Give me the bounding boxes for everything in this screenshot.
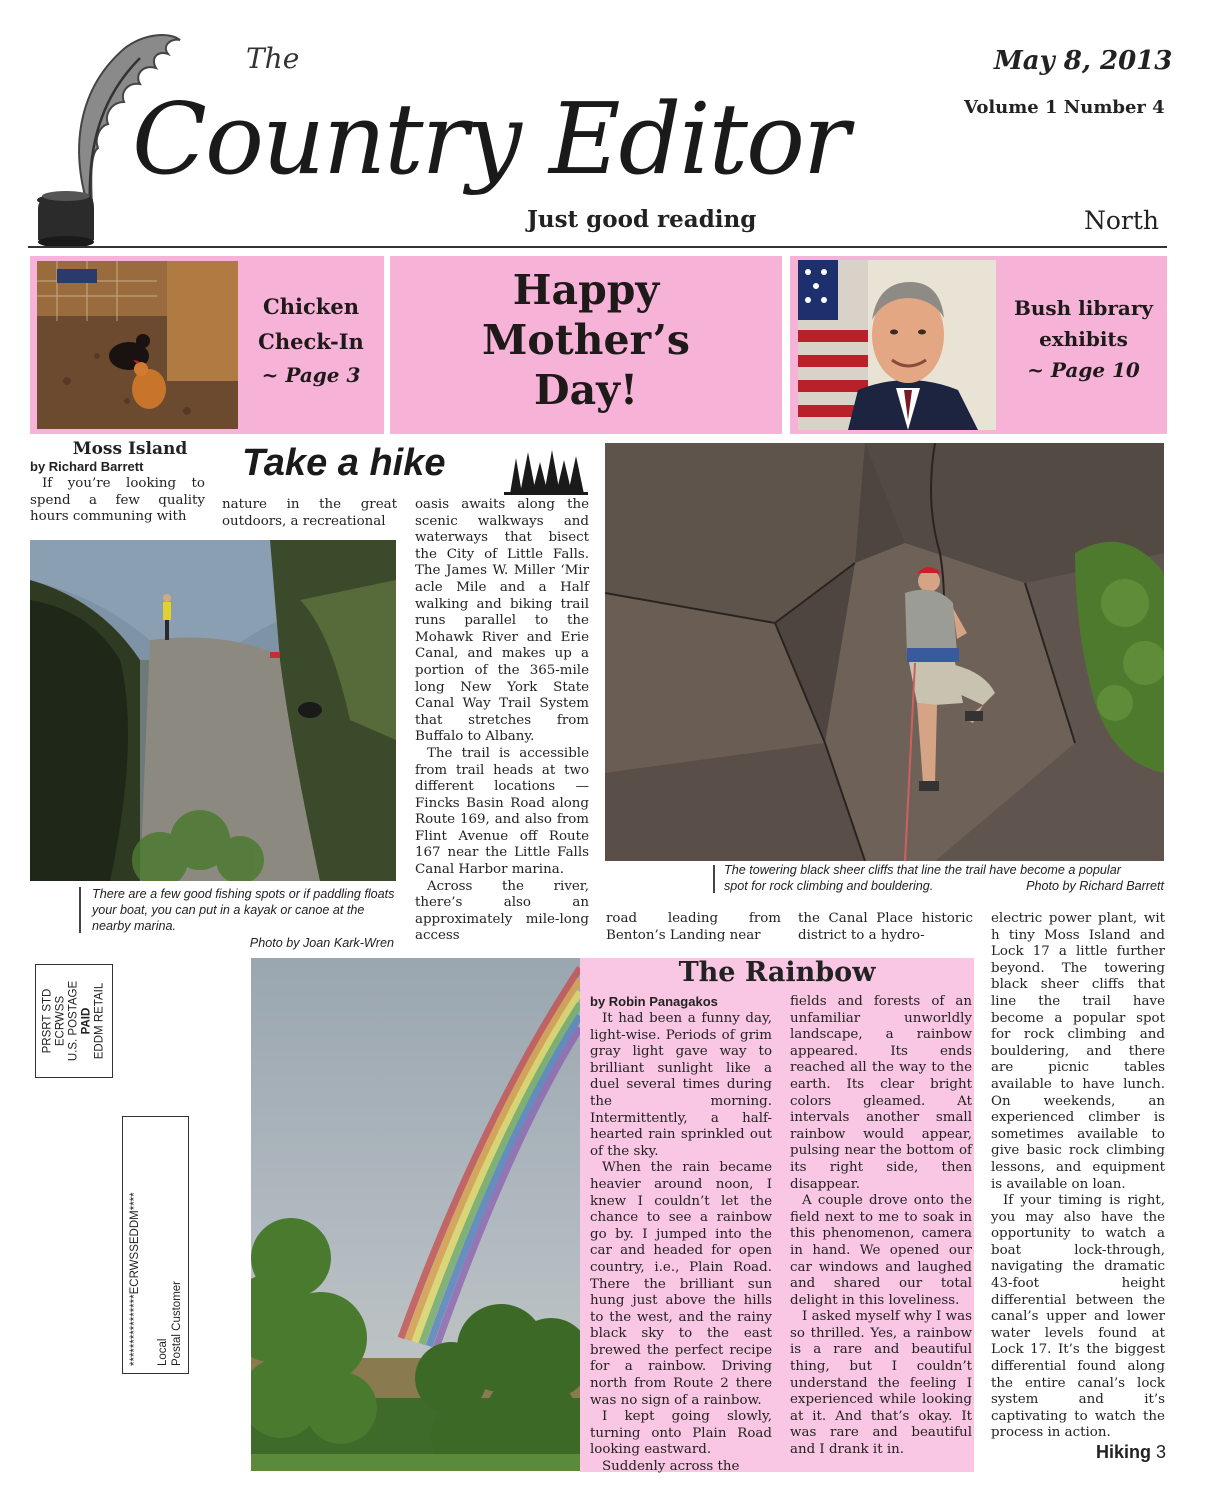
mothers-day-line1: Happy [512,266,660,314]
footer-section: Hiking [1095,1442,1151,1462]
mothers-day-line2: Mother’s [481,316,691,364]
chicken-photo [37,261,238,429]
fishing-photo [30,540,396,881]
fishing-caption-rule [79,887,81,933]
masthead-title: Country Editor [132,83,848,197]
climb-caption: The towering black sheer cliffs that line the trail have become a popular spot for rock climbing and bouldering. [724,863,1121,893]
hike-column-4 [606,911,781,944]
rainbow-col1-p4: Suddenly across the [602,1459,740,1475]
promo-bush-line1: Bush library [1013,296,1154,320]
rainbow-photo [251,958,580,1471]
promo-chicken-line2: Check-In [258,329,364,354]
promo-chicken[interactable] [30,256,384,434]
rainbow-col2-p3: I asked myself why I was so thrilled. Yes, a rainbow is a rare and beautiful thing, but I couldn’t understand the feeling I experienced while looking at it. And that’s okay. It was rare and beautiful and I drank it in. [790,1309,972,1458]
hike-column-6 [991,911,1165,1442]
hike-column-1 [30,476,205,526]
masthead-the: The [246,42,300,75]
issue-date: May 8, 2013 [994,46,1173,76]
promo-chicken-line1: Chicken [263,294,359,319]
postal-indicia [35,964,113,1078]
promo-chicken-page: ~ Page 3 [261,363,361,387]
rainbow-col2-p1: fields and forests of an unfamiliar unworldly landscape, a rainbow appeared. Its ends reached all the way to the earth. Its clear bright colors gleamed. At intervals another small rainbow would appear, pulsing near the bottom of its right side, then disappear. [790,994,972,1192]
issue-volume: Volume 1 Number 4 [964,97,1165,118]
hike-column-5 [798,911,973,944]
rainbow-column-2 [790,994,972,1459]
rock-climbing-photo [605,443,1164,861]
promo-bush-line2: exhibits [1039,327,1128,351]
hike-col3-p2: The trail is accessible from trail heads at two different locations — Fincks Basin Road along Route 169, and also from Flint Avenue off Route 167 near the Little Falls Canal Harbor marina. [415,745,589,878]
mailing-local: Local [156,1338,169,1366]
promo-mothers-day [390,256,782,434]
hike-col2-text: nature in the great outdoors, a recreational [222,497,397,529]
rainbow-col1-p1: It had been a funny day, light-wise. Periods of grim gray light gave way to brilliant sunlight like a duel several times during the morning. Intermittently, a half-hearted rain sprinkled out of the sky. [590,1011,772,1159]
promo-bush-library[interactable] [790,256,1167,434]
rainbow-column-1 [590,1011,772,1476]
hike-col3-p3: Across the river, there’s also an approximately mile-long access [415,878,589,944]
masthead [0,0,1211,250]
page-footer [1060,1442,1166,1463]
fishing-caption: There are a few good fishing spots or if paddling floats your boat, you can put in a kayak or canoe at the nearby marina. [92,887,395,933]
hike-column-3 [415,497,589,945]
hike-col3-p1: oasis awaits along the scenic walkways and waterways that bisect the City of Little Falls. The James W. Miller ‘Mir acle Mile and a Half walking and biking trail runs parallel to the Mohawk River and Erie Canal, and makes up a portion of the 365-mile long New York State Canal Way Trail System that stretches from Buffalo to Albany. [415,497,589,745]
masthead-rule [28,246,1167,248]
rainbow-col1-p3: I kept going slowly, turning onto Plain Road looking eastward. [590,1409,772,1458]
hike-kicker: Moss Island [72,439,188,459]
bush-portrait-photo [798,260,996,430]
rainbow-col1-p2: When the rain became heavier around noon, I knew I couldn’t let the chance to see a rainbow go by. I jumped into the car and headed for open country, i.e., Plain Road. There the brilliant sun hung just above the hills to the west, and the rainy black sky to the east brewed the perfect recipe for a rainbow. Driving north from Route 2 there was no sign of a rainbow. [590,1160,772,1408]
hike-col6-p1: electric power plant, wit h tiny Moss Island and Lock 17 a little further beyond. The towering black sheer cliffs that line the trail have become a popular spot for rock climbing and bouldering, and there are picnic tables available to have lunch. On weekends, an experienced climber is sometimes available to give basic rock climbing lessons, and equipment is available on loan. [991,911,1165,1192]
hike-column-2 [222,497,397,530]
pine-trees-icon [502,448,590,496]
postal-line3: U.S. POSTAGE [67,980,80,1062]
footer-page-number: 3 [1155,1442,1166,1462]
climb-photo-credit: Photo by Richard Barrett [1026,879,1164,893]
rainbow-col2-p2: A couple drove onto the field next to me to soak in this phenomenon, camera in hand. We opened our car windows and laughed and shared our total delight in this loveliness. [790,1193,972,1308]
hike-col5-text: the Canal Place historic district to a hydro- [798,911,973,943]
postal-line1: PRSRT STD [41,988,54,1054]
rainbow-byline: by Robin Panagakos [590,994,718,1009]
promo-bush-page: ~ Page 10 [1027,358,1140,382]
masthead-tagline: Just good reading [527,206,757,233]
mothers-day-line3: Day! [534,366,638,414]
postal-line4: PAID [80,1007,93,1035]
fishing-photo-credit: Photo by Joan Kark-Wren [249,936,394,950]
mailing-label [122,1116,189,1374]
postal-line2: ECRWSS [54,995,67,1047]
mailing-code: ****************ECRWSSEDDM**** [128,1192,141,1366]
issue-edition: North [1084,206,1160,235]
postal-line5: EDDM RETAIL [93,982,106,1060]
hike-col4-text: road leading from Benton’s Landing near [606,911,781,943]
hike-byline: by Richard Barrett [30,459,144,474]
hike-col1-text: If you’re looking to spend a few quality hours communing with [30,476,205,525]
hike-col6-p2: If your timing is right, you may also have the opportunity to watch a boat lock-through, navigating the dramatic 43-foot height differential between the canal’s upper and lower water levels found at Lock 17. It’s the biggest differential found along the entire canal’s lock system and it’s captivating to watch the process in action. [991,1193,1165,1441]
hike-headline: Take a hike [242,442,446,484]
mailing-customer: Postal Customer [170,1280,183,1366]
climb-caption-rule [713,865,715,893]
rainbow-headline: The Rainbow [678,957,876,988]
